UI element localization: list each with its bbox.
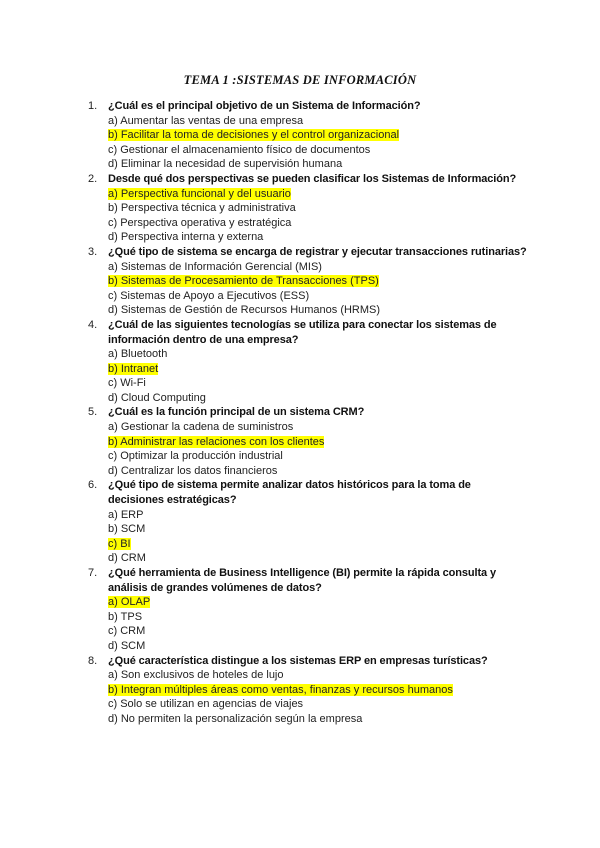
question-number: 2. [88,172,98,185]
option-list [108,420,528,478]
highlighted-answer: b) Sistemas de Procesamiento de Transacciones (TPS) [108,275,379,288]
option-a: a) ERP [108,508,144,521]
option-a-correct [108,187,528,202]
option-c: c) CRM [108,625,146,638]
option-list [108,595,528,653]
question-number: 7. [88,567,98,579]
option-list [108,260,528,318]
option-d: d) CRM [108,552,146,565]
option-c-correct [108,537,528,552]
option-d: d) Eliminar la necesidad de supervisión humana [108,158,343,171]
question-number: 6. [88,479,98,492]
option-list [108,508,528,566]
option-list [108,347,528,405]
question-list [88,99,528,727]
question-text: ¿Cuál es el principal objetivo de un Sistema de Información? [108,100,421,112]
option-b: b) SCM [108,523,146,536]
option-d: d) Cloud Computing [108,391,206,404]
option-c: c) Wi-Fi [108,377,146,390]
option-list [108,668,528,726]
option-a: a) Gestionar la cadena de suministros [108,421,294,434]
question-number: 3. [88,245,98,258]
option-a: a) Son exclusivos de hoteles de lujo [108,669,284,682]
question-text: ¿Qué característica distingue a los sistemas ERP en empresas turísticas? [108,654,488,667]
option-b: b) Perspectiva técnica y administrativa [108,202,296,215]
highlighted-answer: a) OLAP [108,596,151,609]
option-a: a) Bluetooth [108,348,168,361]
highlighted-answer: b) Intranet [108,362,159,375]
option-c: c) Solo se utilizan en agencias de viajes [108,698,304,711]
question-text: ¿Qué tipo de sistema se encarga de registrar y ejecutar transacciones rutinarias? [108,245,527,258]
question-2 [88,172,528,245]
highlighted-answer: b) Integran múltiples áreas como ventas, finanzas y recursos humanos [108,683,453,696]
highlighted-answer: b) Administrar las relaciones con los clientes [108,435,325,448]
option-b: b) TPS [108,610,143,623]
option-d: d) SCM [108,639,146,652]
option-b-correct [108,683,528,698]
option-a-correct [108,595,528,610]
highlighted-answer: c) BI [108,537,131,550]
question-8 [88,654,528,727]
option-d: d) Perspectiva interna y externa [108,231,264,244]
option-d: d) Centralizar los datos financieros [108,464,278,477]
question-text: Desde qué dos perspectivas se pueden clasificar los Sistemas de Información? [108,172,517,185]
question-3 [88,245,528,318]
option-c: c) Sistemas de Apoyo a Ejecutivos (ESS) [108,289,310,302]
question-number: 8. [88,654,98,667]
option-a: a) Aumentar las ventas de una empresa [108,114,304,127]
option-d: d) No permiten la personalización según la empresa [108,712,363,725]
question-text: ¿Qué tipo de sistema permite analizar datos históricos para la toma de decisiones estratégicas? [108,479,471,507]
question-number: 4. [88,318,98,331]
option-c: c) Gestionar el almacenamiento físico de documentos [108,143,371,156]
question-text: ¿Qué herramienta de Business Intelligence (BI) permite la rápida consulta y análisis de grandes volúmenes de datos? [108,567,497,594]
option-c: c) Optimizar la producción industrial [108,450,283,463]
option-b-correct [108,362,528,377]
option-list [108,114,528,172]
option-list [108,187,528,245]
question-5 [88,405,528,478]
question-1 [88,99,528,172]
highlighted-answer: b) Facilitar la toma de decisiones y el control organizacional [108,129,400,142]
option-a: a) Sistemas de Información Gerencial (MIS) [108,260,322,273]
option-b-correct [108,435,528,450]
question-text: ¿Cuál es la función principal de un sistema CRM? [108,406,365,419]
question-6 [88,478,528,566]
highlighted-answer: a) Perspectiva funcional y del usuario [108,187,291,200]
option-d: d) Sistemas de Gestión de Recursos Humanos (HRMS) [108,304,381,317]
document-title: TEMA 1 :SISTEMAS DE INFORMACIÓN [183,73,417,87]
question-4 [88,318,528,406]
question-text: ¿Cuál de las siguientes tecnologías se utiliza para conectar los sistemas de información dentro de una empresa? [108,318,497,346]
option-b-correct [108,128,528,143]
question-7 [88,566,528,654]
option-b-correct [108,274,528,289]
option-c: c) Perspectiva operativa y estratégica [108,216,292,229]
question-number: 5. [88,406,98,419]
question-number: 1. [88,100,98,112]
